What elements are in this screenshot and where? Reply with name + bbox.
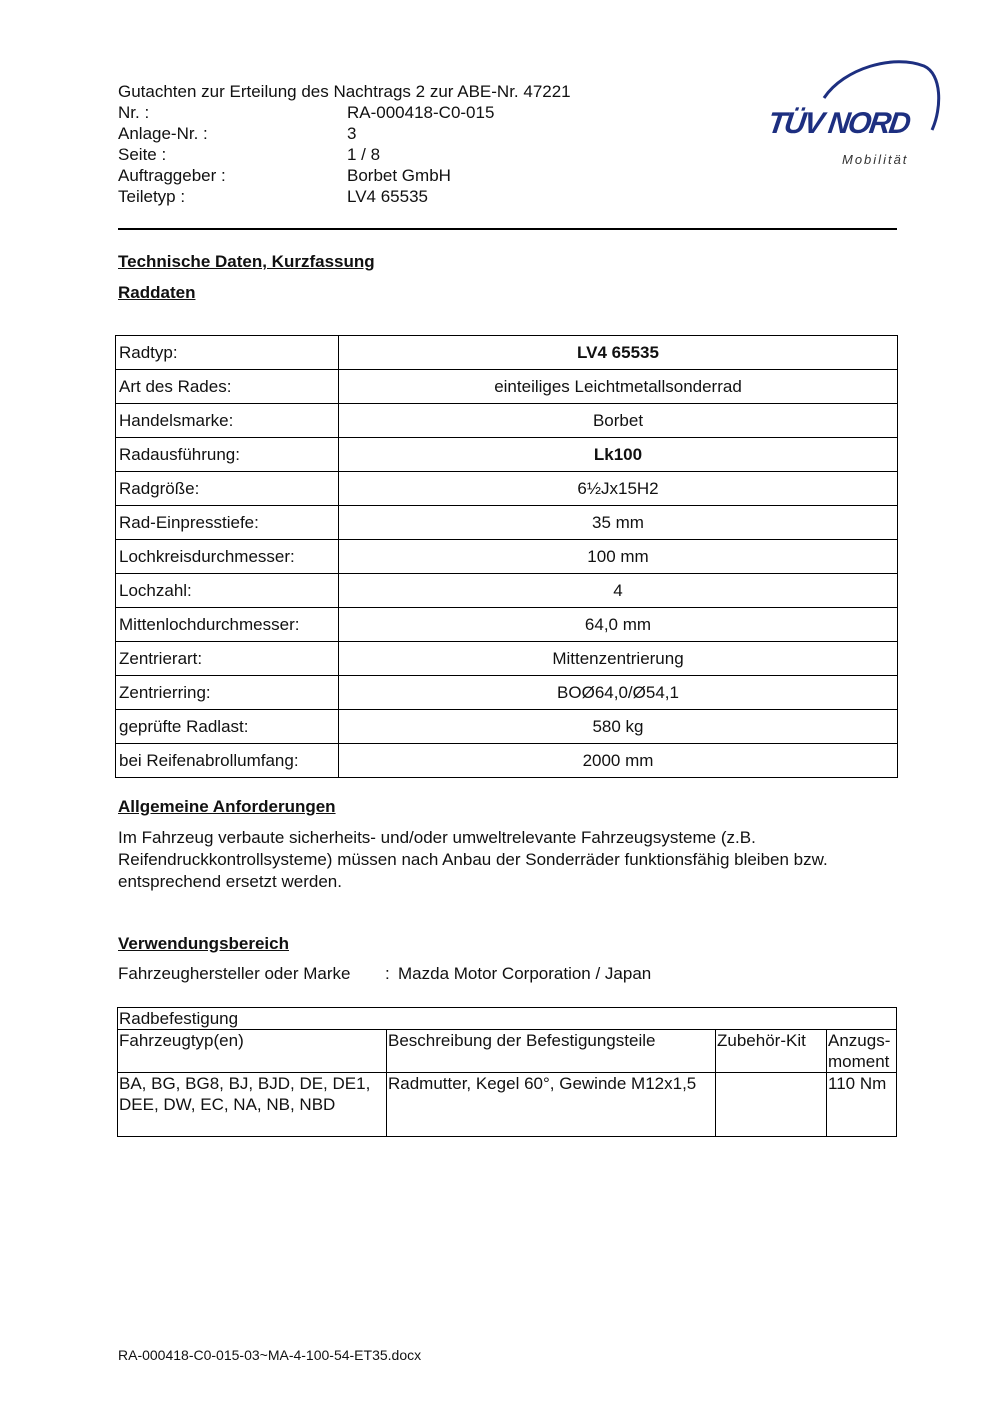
header-value: RA-000418-C0-015 xyxy=(347,103,495,122)
document-header xyxy=(118,81,571,207)
table-row xyxy=(116,676,898,710)
row-label: Zentrierring: xyxy=(116,676,339,710)
logo-wordmark: TÜV NORD xyxy=(765,107,912,140)
section-title-raddaten: Raddaten xyxy=(118,283,196,302)
row-value: 580 kg xyxy=(339,710,898,744)
table-row xyxy=(116,540,898,574)
row-label: Rad-Einpresstiefe: xyxy=(116,506,339,540)
table-row xyxy=(116,744,898,778)
table-row xyxy=(116,506,898,540)
section-title-allgemein: Allgemeine Anforderungen xyxy=(118,797,336,816)
column-header: Beschreibung der Befestigungsteile xyxy=(387,1030,716,1073)
usage-line xyxy=(118,964,651,984)
row-label: bei Reifenabrollumfang: xyxy=(116,744,339,778)
header-label: Seite : xyxy=(118,145,167,164)
row-label: Mittenlochdurchmesser: xyxy=(116,608,339,642)
header-row-nr xyxy=(118,102,571,123)
logo-subtitle: Mobilität xyxy=(842,152,909,167)
table-cell: 110 Nm xyxy=(827,1073,897,1137)
footer-filename: RA-000418-C0-015-03~MA-4-100-54-ET35.docx xyxy=(118,1347,422,1363)
table-row xyxy=(118,1008,897,1030)
row-label: Lochzahl: xyxy=(116,574,339,608)
row-label: Zentrierart: xyxy=(116,642,339,676)
table-row xyxy=(116,642,898,676)
header-row-teiletyp xyxy=(118,186,571,207)
table-row xyxy=(116,574,898,608)
table-cell xyxy=(716,1073,827,1137)
header-label: Anlage-Nr. : xyxy=(118,124,208,143)
header-value: Borbet GmbH xyxy=(347,166,451,185)
raddaten-table xyxy=(115,335,898,778)
section-title-verwendung: Verwendungsbereich xyxy=(118,934,289,953)
table-cell: BA, BG, BG8, BJ, BJD, DE, DE1, DEE, DW, EC, NA, NB, NBD xyxy=(118,1073,387,1137)
section-title-tech: Technische Daten, Kurzfassung xyxy=(118,252,375,271)
column-header: Anzugs-moment xyxy=(827,1030,897,1073)
usage-value: Mazda Motor Corporation / Japan xyxy=(398,964,652,983)
column-header: Fahrzeugtyp(en) xyxy=(118,1030,387,1073)
row-value: 4 xyxy=(339,574,898,608)
header-label: Teiletyp : xyxy=(118,187,186,206)
row-value: Borbet xyxy=(339,404,898,438)
row-value: 2000 mm xyxy=(339,744,898,778)
row-label: Radtyp: xyxy=(116,336,339,370)
row-value: BOØ64,0/Ø54,1 xyxy=(339,676,898,710)
row-label: Art des Rades: xyxy=(116,370,339,404)
befestigung-table xyxy=(117,1007,897,1137)
table-row xyxy=(118,1073,897,1137)
table-row xyxy=(116,472,898,506)
header-value: 3 xyxy=(347,124,357,143)
tuv-nord-logo xyxy=(764,58,942,170)
usage-label: Fahrzeughersteller oder Marke xyxy=(118,964,351,983)
row-label: Lochkreisdurchmesser: xyxy=(116,540,339,574)
row-label: Handelsmarke: xyxy=(116,404,339,438)
header-value: LV4 65535 xyxy=(347,187,428,206)
header-row-seite xyxy=(118,144,571,165)
table-row xyxy=(116,438,898,472)
table-row xyxy=(116,608,898,642)
header-label: Auftraggeber : xyxy=(118,166,226,185)
row-label: Radgröße: xyxy=(116,472,339,506)
table-row xyxy=(116,710,898,744)
row-value: 100 mm xyxy=(339,540,898,574)
table-cell: Radmutter, Kegel 60°, Gewinde M12x1,5 xyxy=(387,1073,716,1137)
row-value: 35 mm xyxy=(339,506,898,540)
row-label: Radausführung: xyxy=(116,438,339,472)
row-value: Lk100 xyxy=(339,438,898,472)
header-row-auftraggeber xyxy=(118,165,571,186)
table-row xyxy=(116,370,898,404)
document-title: Gutachten zur Erteilung des Nachtrags 2 zur ABE-Nr. 47221 xyxy=(118,82,571,101)
row-value: LV4 65535 xyxy=(339,336,898,370)
row-value: 6½Jx15H2 xyxy=(339,472,898,506)
table-row xyxy=(116,336,898,370)
header-divider xyxy=(118,228,897,230)
row-value: einteiliges Leichtmetallsonderrad xyxy=(339,370,898,404)
row-label: geprüfte Radlast: xyxy=(116,710,339,744)
column-header: Zubehör-Kit xyxy=(716,1030,827,1073)
header-label: Nr. : xyxy=(118,103,150,122)
header-value: 1 / 8 xyxy=(347,145,381,164)
allgemein-paragraph: Im Fahrzeug verbaute sicherheits- und/oder umweltrelevante Fahrzeugsysteme (z.B. Reifendruckkontrollsysteme) müssen nach Anbau der Sonderräder funktionsfähig bleiben bzw. entsprechend ersetzt werden. xyxy=(118,828,828,891)
table-title: Radbefestigung xyxy=(118,1008,897,1030)
table-header-row xyxy=(118,1030,897,1073)
usage-separator: : xyxy=(385,964,390,983)
header-row-anlage xyxy=(118,123,571,144)
row-value: Mittenzentrierung xyxy=(339,642,898,676)
row-value: 64,0 mm xyxy=(339,608,898,642)
table-row xyxy=(116,404,898,438)
